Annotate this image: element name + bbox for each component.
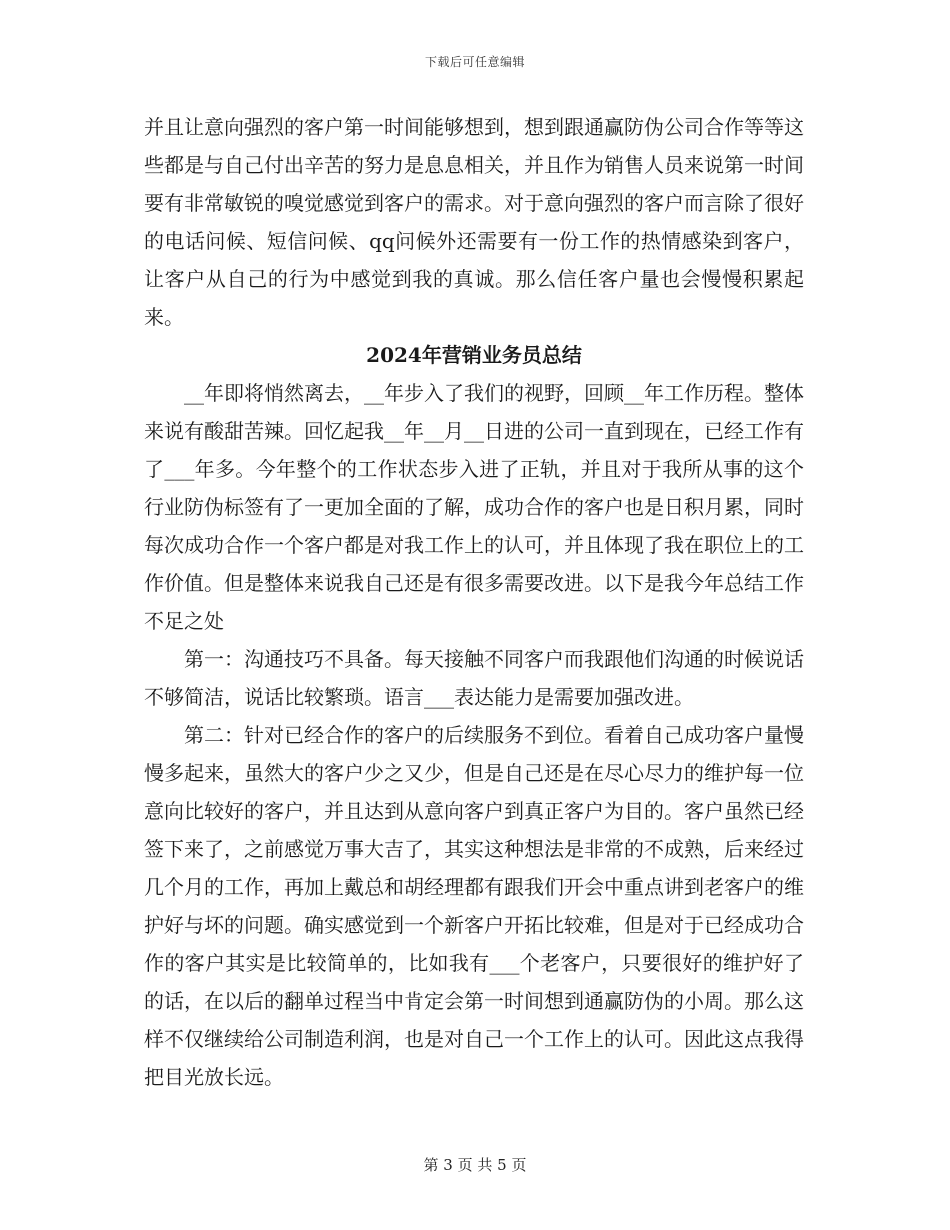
body-paragraph: 第一：沟通技巧不具备。每天接触不同客户而我跟他们沟通的时候说话不够简洁，说话比较繁琐。语言___表达能力是需要加强改进。 (144, 647, 804, 709)
document-body (144, 108, 804, 1096)
body-paragraph: __年即将悄然离去，__年步入了我们的视野，回顾__年工作历程。整体来说有酸甜苦辣。回忆起我__年__月__日进的公司一直到现在，已经工作有了___年多。今年整个的工作状态步入进了正轨，并且对于我所从事的这个行业防伪标签有了一更加全面的了解，成功合作的客户也是日积月累，同时每次成功合作一个客户都是对我工作上的认可，并且体现了我在职位上的工作价值。但是整体来说我自己还是有很多需要改进。以下是我今年总结工作不足之处 (144, 381, 804, 633)
intro-paragraph: 并且让意向强烈的客户第一时间能够想到，想到跟通赢防伪公司合作等等这些都是与自己付出辛苦的努力是息息相关，并且作为销售人员来说第一时间要有非常敏锐的嗅觉感觉到客户的需求。对于意向强烈的客户而言除了很好的电话问候、短信问候、qq问候外还需要有一份工作的热情感染到客户，让客户从自己的行为中感觉到我的真诚。那么信任客户量也会慢慢积累起来。 (144, 115, 804, 329)
page-footer: 第 3 页 共 5 页 (423, 1156, 527, 1174)
body-paragraph: 第二：针对已经合作的客户的后续服务不到位。看着自己成功客户量慢慢多起来，虽然大的客户少之又少，但是自己还是在尽心尽力的维护每一位意向比较好的客户，并且达到从意向客户到真正客户为目的。客户虽然已经签下来了，之前感觉万事大吉了，其实这种想法是非常的不成熟，后来经过几个月的工作，再加上戴总和胡经理都有跟我们开会中重点讲到老客户的维护好与坏的问题。确实感觉到一个新客户开拓比较难，但是对于已经成功合作的客户其实是比较简单的，比如我有___个老客户，只要很好的维护好了的话，在以后的翻单过程当中肯定会第一时间想到通赢防伪的小周。那么这样不仅继续给公司制造利润，也是对自己一个工作上的认可。因此这点我得把目光放长远。 (144, 723, 804, 1089)
section-title: 2024年营销业务员总结 (366, 343, 582, 367)
page-header: 下载后可任意编辑 (424, 55, 525, 69)
